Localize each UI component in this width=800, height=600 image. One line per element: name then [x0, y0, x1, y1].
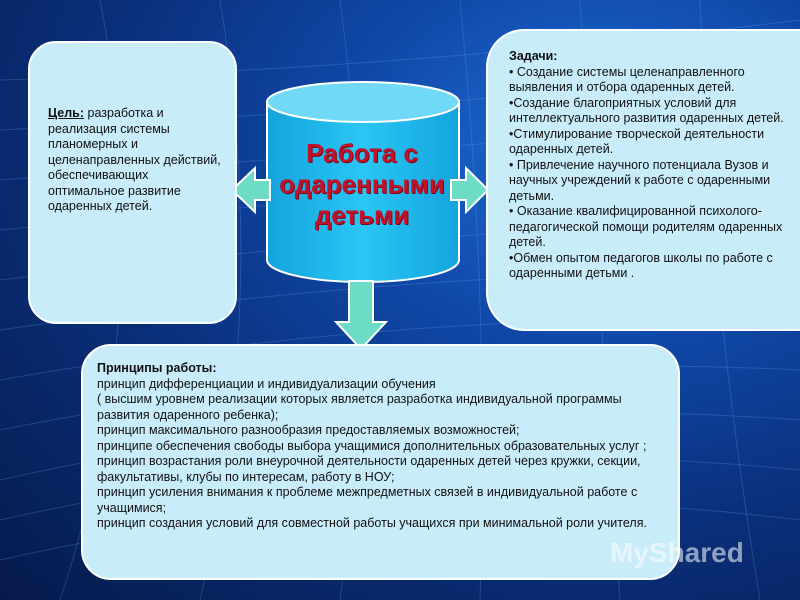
principle-item: принцип создания условий для совместной работы учащихся при минимальной роли учителя. [97, 516, 647, 530]
center-title-line3: детьми [314, 200, 410, 230]
center-title-line2: одаренными [279, 169, 445, 199]
left-arrow [232, 168, 270, 212]
principle-item: принцип усиления внимания к проблеме межпредметных связей в индивидуальной работе с учащимися; [97, 485, 638, 515]
task-item: • Создание системы целенаправленного выявления и отбора одаренных детей. [509, 64, 745, 94]
task-item: •Стимулирование творческой деятельности одаренных детей. [509, 126, 765, 156]
principle-item: принципе обеспечения свободы выбора учащимися дополнительных образовательных услуг ; [97, 438, 647, 453]
right-arrow [451, 168, 488, 212]
task-item: • Оказание квалифицированной психолого-педагогической помощи родителям одаренных детей. [509, 204, 783, 249]
center-title-line1: Работа с [306, 138, 418, 168]
task-item: • Привлечение научного потенциала Вузов и научных учреждений к работе с одаренными детьми. [509, 157, 771, 203]
principle-item: принцип возрастания роли внеурочной деятельности одаренных детей через кружки, секции, факультативы, клубы по интересам, работу в НОУ; [97, 454, 641, 484]
principles-box [81, 344, 680, 580]
goal-title: Цель: [48, 106, 85, 120]
tasks-box [486, 29, 800, 331]
principles-title: Принципы работы: [97, 361, 217, 375]
principle-item: ( высшим уровнем реализации которых является разработка индивидуальной программы развития одаренного ребенка); [97, 392, 622, 422]
principle-item: принцип максимального разнообразия предоставляемых возможностей; [97, 423, 520, 437]
goal-text: разработка и реализация системы планомерных и целенаправленных действий, обеспечивающих оптимальное развитие одаренных детей. [48, 106, 221, 213]
task-item: •Обмен опытом педагогов школы по работе с одаренными детьми . [509, 250, 773, 280]
watermark-text: MyShared [610, 537, 744, 568]
task-item: •Создание благоприятных условий для интеллектуального развития одаренных детей. [509, 95, 784, 125]
goal-box [28, 41, 237, 324]
down-arrow [336, 281, 386, 349]
tasks-title: Задачи: [509, 49, 558, 63]
principle-item: принцип дифференциации и индивидуализации обучения [97, 376, 436, 391]
